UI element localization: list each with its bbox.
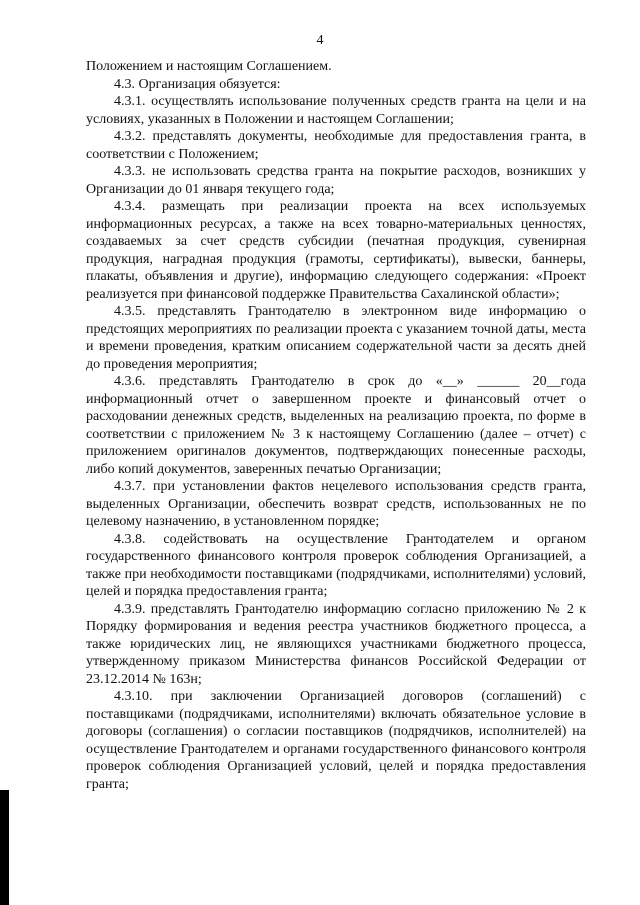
- paragraph-4-3-10: 4.3.10. при заключении Организацией договоров (соглашений) с поставщиками (подрядчиками, исполнителями) включать обязательное условие в договоры (соглашения) о согласии поставщиков (подрядчиков, исполнителей) на осуществление Грантодателем и органами государственного финансового контроля проверок соблюдения Организацией условий, целей и порядка предоставления гранта;: [86, 689, 586, 792]
- scan-edge-shadow: [0, 790, 9, 905]
- paragraph-4-3-2: 4.3.2. представлять документы, необходимые для предоставления гранта, в соответствии с Положением;: [86, 129, 586, 162]
- document-body: [86, 58, 586, 793]
- paragraph-4-3-7: 4.3.7. при установлении фактов нецелевого использования средств гранта, выделенных Организации, обеспечить возврат средств, использованных не по целевому назначению, в установленном порядке;: [86, 479, 586, 529]
- paragraph-4-3-6: 4.3.6. представлять Грантодателю в срок до «__» ______ 20__года информационный отчет о завершенном проекте и финансовый отчет о расходовании денежных средств, выделенных на реализацию проекта, по форме в соответствии с приложением № 3 к настоящему Соглашению (далее – отчет) с приложением оригиналов документов, подтверждающих понесенные расходы, либо копий документов, заверенных печатью Организации;: [86, 374, 586, 477]
- paragraph-4-3: 4.3. Организация обязуется:: [114, 76, 281, 92]
- paragraph-4-3-5: 4.3.5. представлять Грантодателю в электронном виде информацию о предстоящих мероприятиях по реализации проекта с указанием точной даты, места и времени проведения, кратким описанием содержательной части за десять дней до проведения мероприятия;: [86, 304, 586, 372]
- paragraph-4-3-4: 4.3.4. размещать при реализации проекта на всех используемых информационных ресурсах, а также на всех товарно-материальных ценностях, создаваемых за счет средств субсидии (печатная продукция, сувенирная продукция, наградная продукция (грамоты, сертификаты), вывески, баннеры, плакаты, объявления и другие), информацию следующего содержания: «Проект реализуется при финансовой поддержке Правительства Сахалинской области»;: [86, 199, 586, 302]
- paragraph-4-3-9: 4.3.9. представлять Грантодателю информацию согласно приложению № 2 к Порядку формирования и ведения реестра участников бюджетного процесса, а также юридических лиц, не являющихся участниками бюджетного процесса, утвержденному приказом Министерства финансов Российской Федерации от 23.12.2014 № 163н;: [86, 601, 586, 687]
- paragraph-continuation: Положением и настоящим Соглашением.: [86, 59, 332, 74]
- page-number: 4: [316, 33, 324, 48]
- paragraph-4-3-1: 4.3.1. осуществлять использование полученных средств гранта на цели и на условиях, указанных в Положении и настоящем Соглашении;: [86, 94, 586, 127]
- paragraph-4-3-3: 4.3.3. не использовать средства гранта на покрытие расходов, возникших у Организации до 01 января текущего года;: [86, 164, 586, 197]
- paragraph-4-3-8: 4.3.8. содействовать на осуществление Грантодателем и органом государственного финансового контроля проверок соблюдения Организацией, а также при необходимости поставщиками (подрядчиками, исполнителями) условий, целей и порядка предоставления гранта;: [86, 531, 586, 599]
